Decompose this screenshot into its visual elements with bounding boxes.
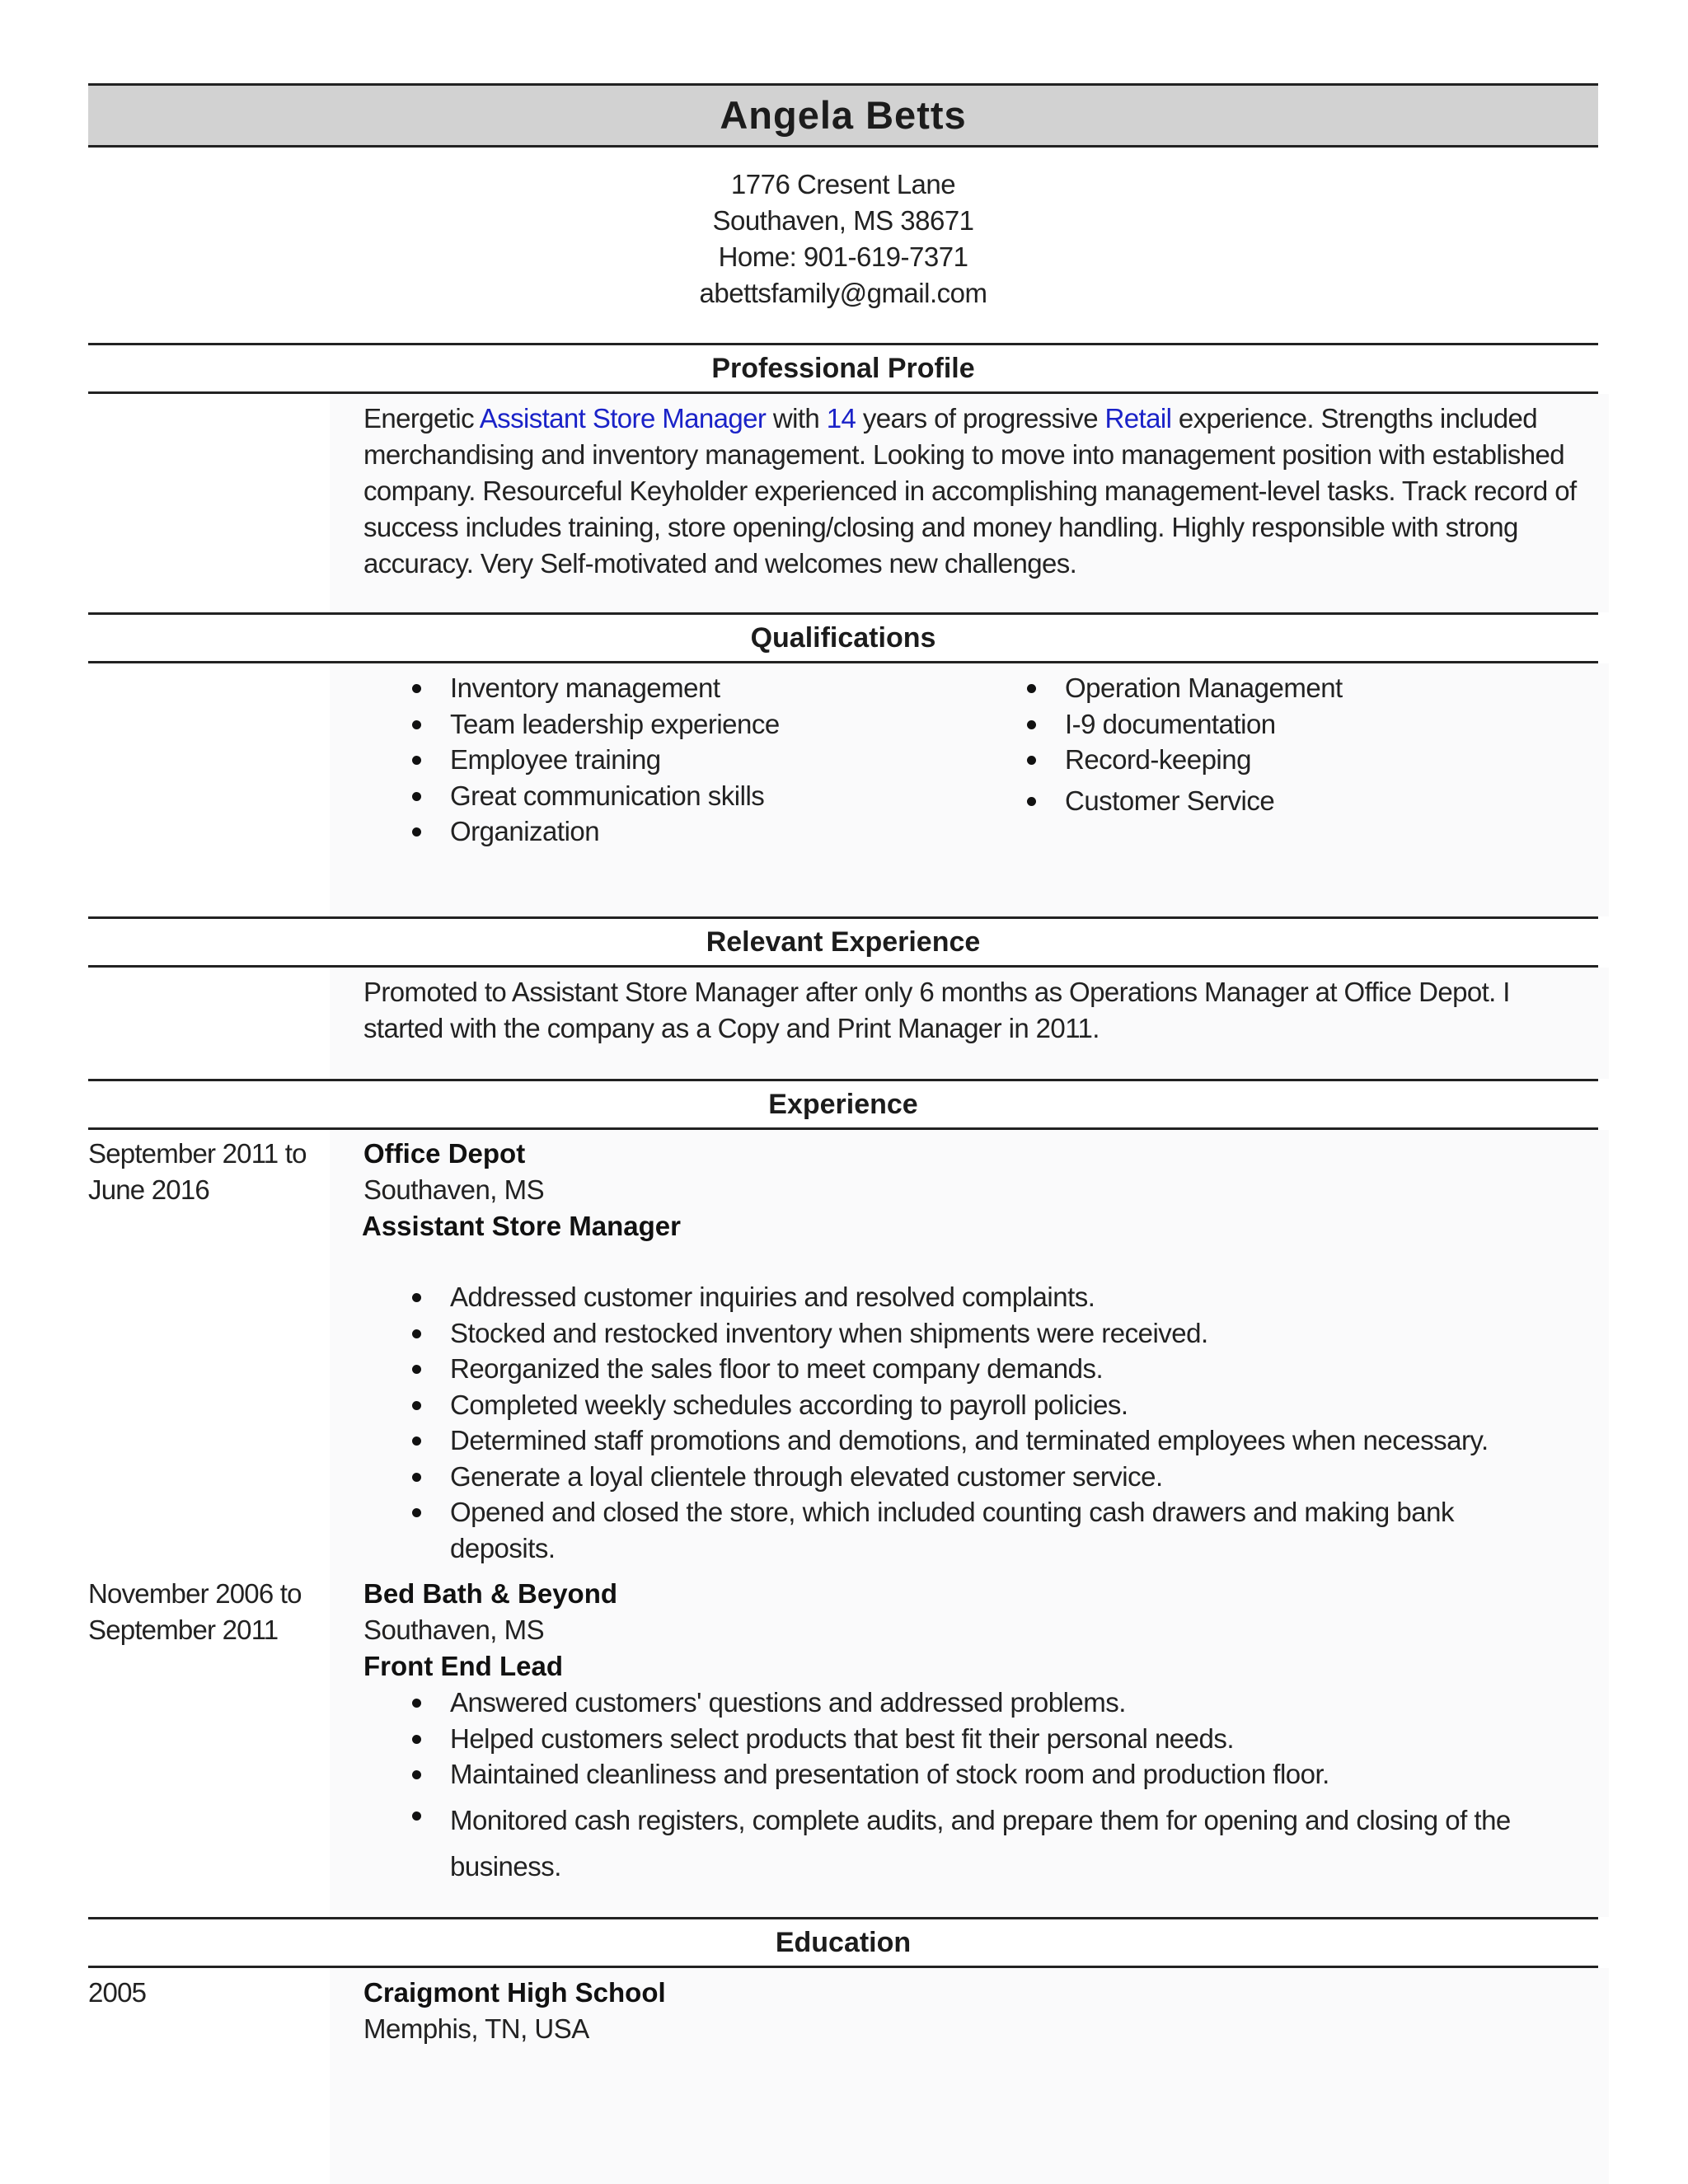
job-entry [363,1576,617,1685]
section-title: Relevant Experience [706,926,981,958]
bullet-icon [412,1293,421,1302]
relevant-experience-text: Promoted to Assistant Store Manager after only 6 months as Operations Manager at Office Depot. I started with the company as a Copy and Print Manager in 2011. [363,977,1510,1043]
education-year: 2005 [88,1977,147,2008]
list-item: Determined staff promotions and demotions, and terminated employees when necessary. [450,1422,1579,1459]
list-item: I-9 documentation [1065,706,1559,743]
list-item: Customer Service [1065,783,1559,819]
job-date-range: November 2006 to September 2011 [88,1578,302,1645]
job-title: Assistant Store Manager [362,1211,681,1241]
list-item: Opened and closed the store, which included counting cash drawers and making bank deposits. [450,1494,1522,1566]
list-item: Monitored cash registers, complete audits, and prepare them for opening and closing of the business. [450,1797,1587,1890]
address-line-1: 1776 Cresent Lane [730,169,956,199]
bullet-icon [412,1401,421,1410]
qualifications-left-list [450,670,978,850]
bullet-icon [412,1770,421,1779]
list-item: Inventory management [450,670,978,706]
job-entry [363,1136,681,1244]
job-location: Southaven, MS [363,1615,545,1645]
bullet-icon [412,1811,421,1821]
list-item: Completed weekly schedules according to payroll policies. [450,1387,1579,1423]
bullet-icon [412,827,421,837]
bullet-icon [1027,756,1036,765]
list-item: Stocked and restocked inventory when shipments were received. [450,1315,1579,1352]
list-item: Helped customers select products that best fit their personal needs. [450,1721,1579,1757]
education-entry [363,1975,666,2047]
bullet-icon [412,792,421,801]
bullet-icon [1027,684,1036,693]
profile-paragraph: Energetic Assistant Store Manager with 14 years of progressive Retail experience. Strengths included merchandising and inventory management. Looking to move into management position with established company. Resourceful Keyholder experienced in accomplishing management-level tasks. Track record of success includes training, store opening/closing and money handling. Highly responsible with strong accuracy. Very Self-motivated and welcomes new challenges. [363,403,1577,579]
section-header-profile [88,343,1598,394]
candidate-name: Angela Betts [720,93,967,137]
bullet-icon [412,1365,421,1374]
list-item: Organization [450,813,978,850]
list-item: Employee training [450,742,978,778]
job-location: Southaven, MS [363,1174,545,1205]
section-title: Experience [768,1089,918,1120]
highlight-job-title: Assistant Store Manager [479,403,767,434]
bullet-icon [412,1699,421,1708]
school-name: Craigmont High School [363,1977,666,2008]
list-item: Addressed customer inquiries and resolved complaints. [450,1279,1579,1315]
bullet-icon [412,720,421,729]
bullet-icon [412,1436,421,1446]
bullet-icon [412,1329,421,1338]
job-title: Front End Lead [363,1651,563,1681]
email: abettsfamily@gmail.com [699,278,987,308]
bullet-icon [412,1508,421,1517]
address-line-2: Southaven, MS 38671 [712,205,974,236]
list-item: Reorganized the sales floor to meet company demands. [450,1351,1579,1387]
job-duties-list [450,1685,1579,1890]
list-item: Maintained cleanliness and presentation of stock room and production floor. [450,1756,1579,1793]
section-header-relevant-experience [88,916,1598,968]
qualifications-right-list [1065,670,1559,818]
job-date-range: September 2011 to June 2016 [88,1138,307,1205]
bullet-icon [1027,720,1036,729]
section-header-experience [88,1079,1598,1130]
list-item: Answered customers' questions and addressed problems. [450,1685,1579,1721]
bullet-icon [412,684,421,693]
bullet-icon [1027,797,1036,806]
bullet-icon [412,1735,421,1744]
school-location: Memphis, TN, USA [363,2013,589,2044]
bullet-icon [412,1473,421,1482]
phone: Home: 901-619-7371 [718,241,968,272]
section-header-qualifications [88,612,1598,663]
highlight-industry: Retail [1104,403,1172,434]
highlight-years: 14 [826,403,856,434]
list-item: Generate a loyal clientele through elevated customer service. [450,1459,1579,1495]
list-item: Great communication skills [450,778,978,814]
bullet-icon [412,756,421,765]
company-name: Office Depot [363,1138,526,1169]
section-title: Professional Profile [711,353,975,384]
job-duties-list [450,1279,1579,1566]
name-banner [88,83,1598,148]
section-title: Education [775,1927,912,1958]
section-header-education [88,1917,1598,1968]
contact-block [88,166,1598,312]
section-title: Qualifications [750,622,936,654]
company-name: Bed Bath & Beyond [363,1578,618,1609]
list-item: Operation Management [1065,670,1559,706]
list-item: Record-keeping [1065,742,1559,778]
list-item: Team leadership experience [450,706,978,743]
